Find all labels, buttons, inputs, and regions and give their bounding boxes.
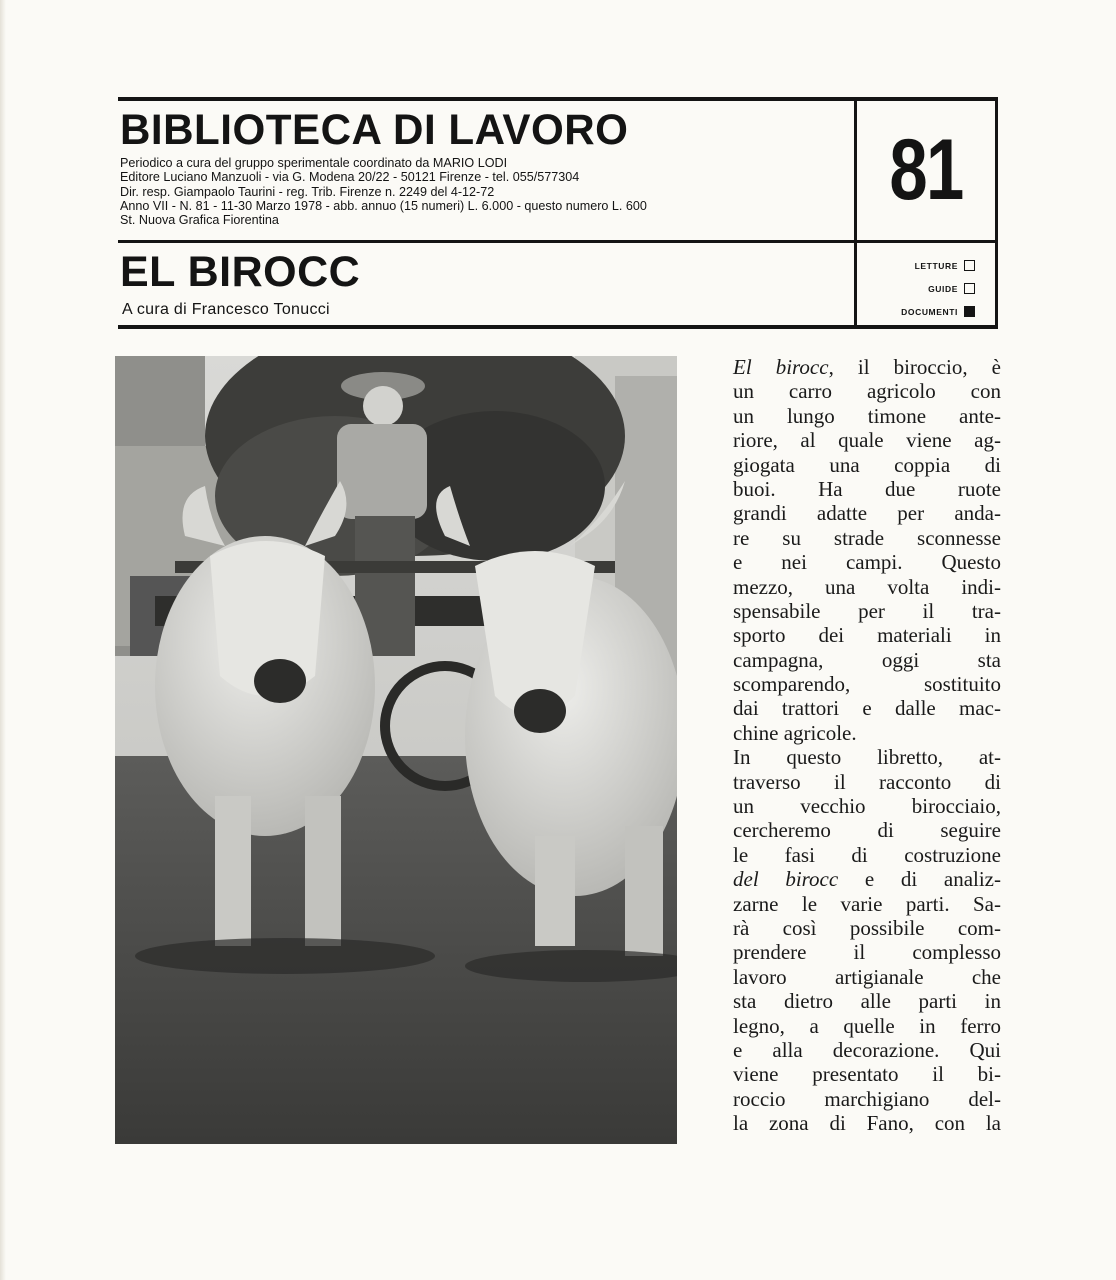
category-label: DOCUMENTI: [901, 306, 958, 317]
cover-photo: [115, 356, 677, 1144]
text-line: [733, 453, 1001, 477]
text-line: [733, 745, 1001, 769]
text-segment: cercheremo di seguire: [733, 818, 1001, 843]
text-line: [733, 940, 1001, 964]
masthead-middle-rule: [118, 240, 998, 243]
imprint-line: Periodico a cura del gruppo sperimentale coordinato da MARIO LODI: [120, 156, 508, 170]
text-segment: zarne le varie parti. Sa-: [733, 891, 1001, 916]
text-segment: giogata una coppia di: [733, 452, 1001, 477]
editor-credit: A cura di Francesco Tonucci: [122, 301, 330, 318]
text-line: [733, 794, 1001, 818]
cover-photo-illustration: [115, 356, 677, 1144]
text-line: [733, 599, 1001, 623]
category-label: LETTURE: [914, 260, 958, 271]
text-segment: grandi adatte per anda-: [733, 501, 1001, 526]
text-line: [733, 379, 1001, 403]
text-line: [733, 1038, 1001, 1062]
text-line: [733, 770, 1001, 794]
series-title: BIBLIOTECA DI LAVORO: [120, 106, 629, 154]
text-segment: spensabile per il tra-: [733, 598, 1001, 623]
text-segment: un vecchio birocciaio,: [733, 794, 1001, 819]
text-segment: rà così possibile com-: [733, 915, 1001, 940]
text-line: [733, 867, 1001, 891]
text-line: [733, 355, 1001, 379]
category-item-documenti: [857, 300, 975, 323]
text-segment: un carro agricolo con: [733, 379, 1001, 404]
text-segment: mezzo, una volta indi-: [733, 574, 1001, 599]
text-line: [733, 916, 1001, 940]
text-segment: un lungo timone ante-: [733, 403, 1001, 428]
driver: [337, 424, 427, 519]
text-segment: e nei campi. Questo: [733, 550, 1001, 575]
category-checkbox: [964, 306, 975, 317]
text-segment: e alla decorazione. Qui: [733, 1037, 1001, 1062]
text-line: [733, 575, 1001, 599]
text-segment: In questo libretto, at-: [733, 745, 1001, 770]
text-line: [733, 404, 1001, 428]
text-line: [733, 1014, 1001, 1038]
text-line: [733, 965, 1001, 989]
imprint-line: Anno VII - N. 81 - 11-30 Marzo 1978 - abb. annuo (15 numeri) L. 6.000 - questo numero L. 600: [120, 198, 647, 213]
issue-number: 81: [889, 122, 963, 218]
booklet-title: EL BIROCC: [120, 248, 361, 296]
text-line: [733, 818, 1001, 842]
text-segment: lavoro artigianale che: [733, 964, 1001, 989]
text-segment: re su strade sconnesse: [733, 525, 1001, 550]
text-line: [733, 843, 1001, 867]
text-line: [733, 550, 1001, 574]
text-segment: sta dietro alle parti in: [733, 989, 1001, 1014]
text-segment: sporto dei materiali in: [733, 623, 1001, 648]
masthead-bottom-rule: [118, 325, 998, 329]
category-checkbox: [964, 260, 975, 271]
text-segment: la zona di Fano, con la: [733, 1111, 1001, 1136]
text-line: [733, 477, 1001, 501]
text-line: [733, 672, 1001, 696]
text-segment: El birocc: [733, 355, 829, 379]
text-segment: scomparendo, sostituito: [733, 672, 1001, 697]
text-segment: prendere il complesso: [733, 940, 1001, 965]
text-segment: chine agricole.: [733, 720, 857, 745]
text-line: [733, 696, 1001, 720]
text-segment: riore, al quale viene ag-: [733, 428, 1001, 453]
text-line: [733, 989, 1001, 1013]
text-segment: viene presentato il bi-: [733, 1062, 1001, 1087]
text-segment: le fasi di costruzione: [733, 842, 1001, 867]
category-item-letture: [857, 254, 975, 277]
text-line: [733, 428, 1001, 452]
text-line: [733, 623, 1001, 647]
text-line: [733, 721, 1001, 745]
masthead-right-rule: [995, 97, 998, 329]
text-segment: dai trattori e dalle mac-: [733, 696, 1001, 721]
text-line: [733, 1062, 1001, 1086]
text-segment: , il biroccio, è: [828, 355, 1002, 379]
text-segment: traverso il racconto di: [733, 769, 1001, 794]
text-segment: buoi. Ha due ruote: [733, 476, 1001, 501]
imprint-line: St. Nuova Grafica Fiorentina: [120, 213, 279, 228]
masthead-top-rule: [118, 97, 998, 101]
text-line: [733, 1087, 1001, 1111]
text-line: [733, 648, 1001, 672]
text-segment: del birocc: [733, 867, 839, 892]
category-list: [857, 254, 975, 323]
page-edge-shadow: [0, 0, 6, 1280]
imprint-line: Dir. resp. Giampaolo Taurini - reg. Trib. Firenze n. 2249 del 4-12-72: [120, 184, 495, 199]
text-segment: campagna, oggi sta: [733, 647, 1001, 672]
text-line: [733, 501, 1001, 525]
category-item-guide: [857, 277, 975, 300]
text-segment: e di analiz-: [838, 867, 1001, 892]
intro-text: [733, 355, 1001, 1136]
text-line: [733, 1111, 1001, 1135]
text-line: [733, 526, 1001, 550]
category-checkbox: [964, 283, 975, 294]
text-line: [733, 892, 1001, 916]
category-label: GUIDE: [928, 283, 958, 294]
text-segment: roccio marchigiano del-: [733, 1086, 1001, 1111]
imprint-line: Editore Luciano Manzuoli - via G. Modena 20/22 - 50121 Firenze - tel. 055/577304: [120, 170, 580, 185]
imprint-block: [120, 156, 848, 227]
text-segment: legno, a quelle in ferro: [733, 1013, 1001, 1038]
masthead: [118, 97, 998, 329]
